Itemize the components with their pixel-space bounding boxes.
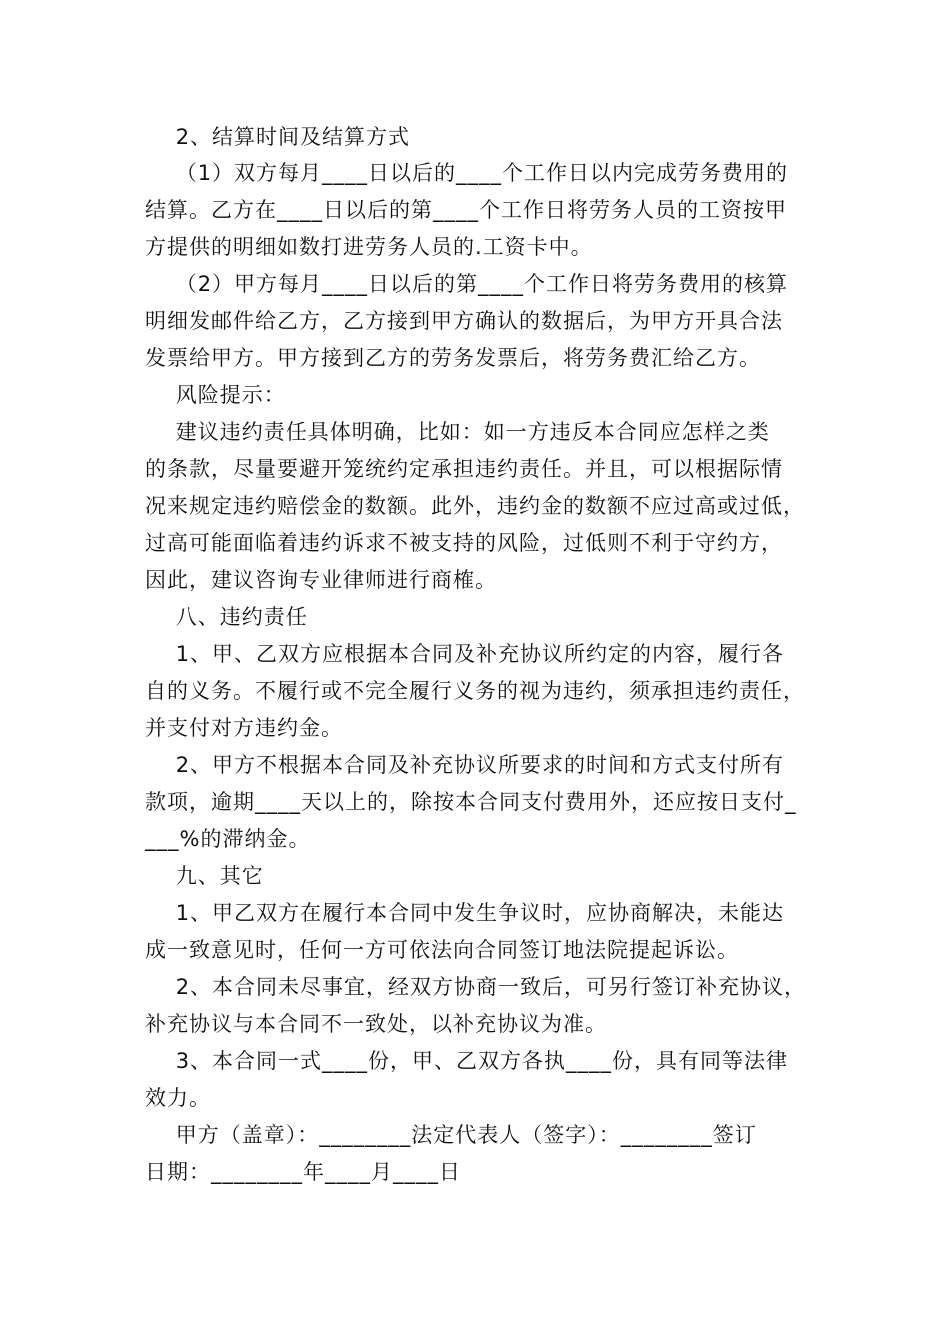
section-heading-breach: 八、违约责任 <box>145 605 308 629</box>
paragraph-line: 2、甲方不根据本合同及补充协议所要求的时间和方式支付所有 <box>145 753 785 777</box>
paragraph-line: 款项，逾期____天以上的，除按本合同支付费用外，还应按日支付_ <box>145 790 797 814</box>
paragraph-line: 因此，建议咨询专业律师进行商榷。 <box>145 568 497 592</box>
paragraph-line: 补充协议与本合同不一致处，以补充协议为准。 <box>145 1012 607 1036</box>
risk-notice-heading: 风险提示： <box>145 383 286 407</box>
section-heading-settlement: 2、结算时间及结算方式 <box>145 125 411 149</box>
paragraph-line: 2、本合同未尽事宜，经双方协商一致后，可另行签订补充协议， <box>145 975 807 999</box>
paragraph-line: 自的义务。不履行或不完全履行义务的视为违约，须承担违约责任， <box>145 679 805 703</box>
paragraph-line: 结算。乙方在____日以后的第____个工作日将劳务人员的工资按甲 <box>145 198 787 222</box>
paragraph-line: ___%的滞纳金。 <box>145 827 311 851</box>
section-heading-other: 九、其它 <box>145 864 264 888</box>
date-line: 日期：________年____月____日 <box>145 1160 461 1184</box>
paragraph-line: 建议违约责任具体明确，比如：如一方违反本合同应怎样之类 <box>145 420 770 444</box>
paragraph-line: 方提供的明细如数打进劳务人员的.工资卡中。 <box>145 235 593 259</box>
paragraph-line: 效力。 <box>145 1086 211 1110</box>
paragraph-line: 发票给甲方。甲方接到乙方的劳务发票后，将劳务费汇给乙方。 <box>145 346 761 370</box>
paragraph-line: 的条款，尽量要避开笼统约定承担违约责任。并且，可以根据际情 <box>145 457 783 481</box>
signature-line: 甲方（盖章）：________法定代表人（签字）：________签订 <box>145 1123 757 1147</box>
paragraph-line: 明细发邮件给乙方，乙方接到甲方确认的数据后，为甲方开具合法 <box>145 309 783 333</box>
paragraph-line: 3、本合同一式____份，甲、乙双方各执____份，具有同等法律 <box>145 1049 789 1073</box>
paragraph-line: （2）甲方每月____日以后的第____个工作日将劳务费用的核算 <box>145 272 789 296</box>
paragraph-line: 过高可能面临着违约诉求不被支持的风险，过低则不利于守约方， <box>145 531 783 555</box>
paragraph-line: 成一致意见时，任何一方可依法向合同签订地法院提起诉讼。 <box>145 938 739 962</box>
paragraph-line: （1）双方每月____日以后的____个工作日以内完成劳务费用的 <box>145 161 789 185</box>
paragraph-line: 1、甲乙双方在履行本合同中发生争议时，应协商解决，未能达 <box>145 901 785 925</box>
paragraph-line: 并支付对方违约金。 <box>145 716 343 740</box>
paragraph-line: 1、甲、乙双方应根据本合同及补充协议所约定的内容，履行各 <box>145 642 785 666</box>
paragraph-line: 况来规定违约赔偿金的数额。此外，违约金的数额不应过高或过低， <box>145 494 805 518</box>
